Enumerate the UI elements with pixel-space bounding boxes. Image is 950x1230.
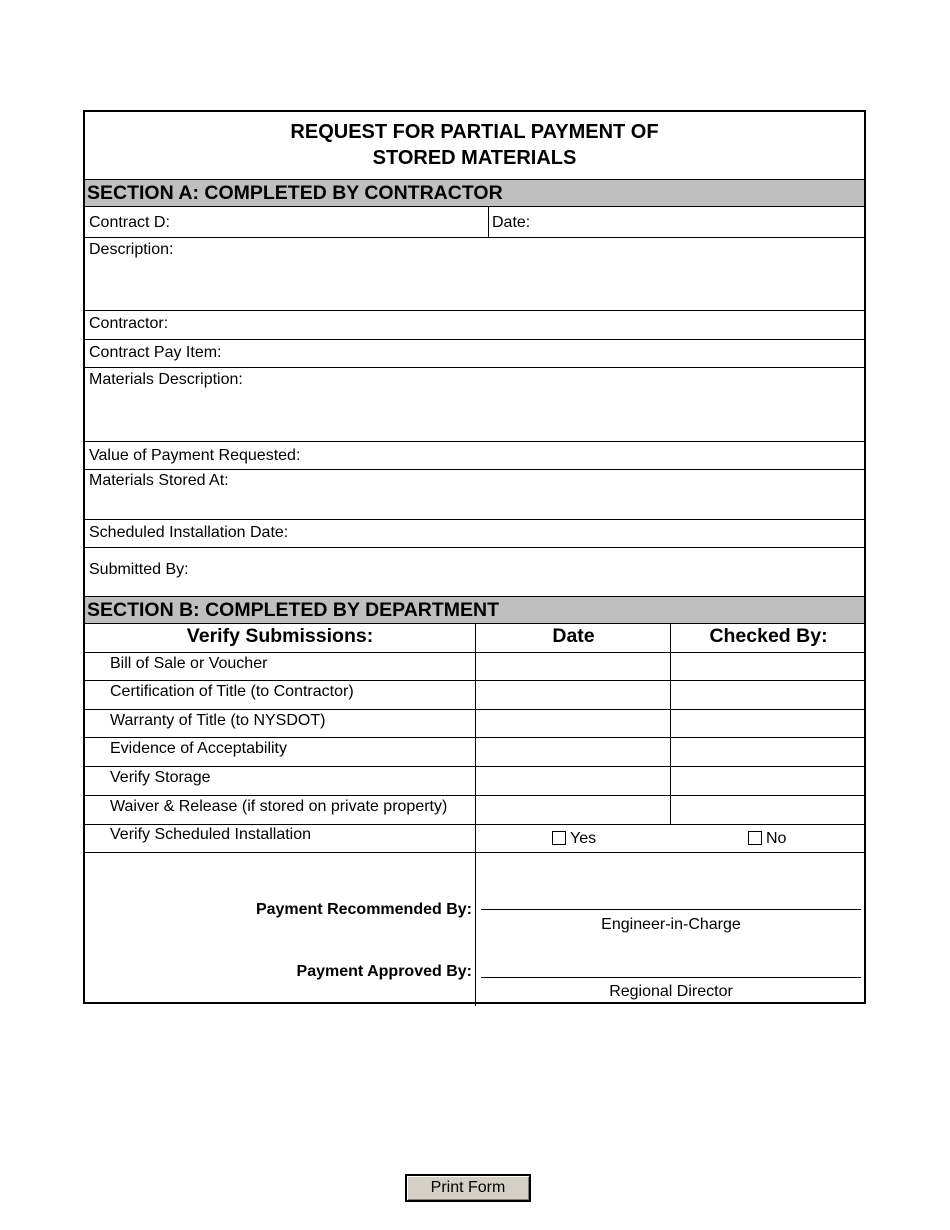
checked-by-column-header: Checked By: (709, 625, 828, 647)
row-divider (85, 441, 864, 442)
value-of-payment-field[interactable] (320, 443, 863, 468)
table-row-label: Evidence of Acceptability (110, 740, 287, 757)
recommended-signature-field[interactable] (481, 872, 861, 908)
evidence-of-acceptability-checked-by-field[interactable] (672, 739, 864, 764)
no-checkbox[interactable] (748, 831, 762, 845)
date-label: Date: (492, 214, 531, 231)
description-label: Description: (89, 241, 174, 258)
materials-description-label: Materials Description: (89, 371, 243, 388)
table-row-label: Verify Scheduled Installation (110, 826, 312, 843)
divider (488, 207, 489, 237)
value-of-payment-label: Value of Payment Requested: (89, 447, 301, 464)
stored-materials-form (83, 110, 866, 1004)
bill-of-sale-date-field[interactable] (477, 654, 668, 679)
row-divider (85, 367, 864, 368)
row-divider (85, 824, 864, 825)
row-divider (85, 339, 864, 340)
description-field[interactable] (89, 260, 863, 308)
payment-recommended-label: Payment Recommended By: (255, 901, 472, 918)
warranty-of-title-date-field[interactable] (477, 711, 668, 736)
table-row-label: Verify Storage (110, 769, 211, 786)
contract-pay-item-label: Contract Pay Item: (89, 344, 222, 361)
table-divider (670, 623, 671, 824)
section-b-heading: SECTION B: COMPLETED BY DEPARTMENT (85, 596, 864, 624)
row-divider (85, 709, 864, 710)
row-divider (85, 766, 864, 767)
contractor-label: Contractor: (89, 315, 169, 332)
recommended-signature-line (481, 909, 861, 910)
row-divider (85, 469, 864, 470)
contractor-field[interactable] (180, 312, 863, 338)
submitted-by-field[interactable] (200, 552, 863, 590)
contract-d-label: Contract D: (89, 214, 170, 231)
row-divider (85, 737, 864, 738)
row-divider (85, 652, 864, 653)
submitted-by-label: Submitted By: (89, 561, 189, 578)
materials-description-field[interactable] (89, 390, 863, 438)
date-column-header: Date (552, 625, 595, 647)
yes-option[interactable] (552, 830, 596, 848)
row-divider (85, 310, 864, 311)
table-row-label: Certification of Title (to Contractor) (110, 683, 354, 700)
materials-stored-at-label: Materials Stored At: (89, 472, 229, 489)
bill-of-sale-checked-by-field[interactable] (672, 654, 864, 679)
verify-storage-checked-by-field[interactable] (672, 768, 864, 793)
contract-pay-item-field[interactable] (235, 341, 863, 366)
form-title-line1: REQUEST FOR PARTIAL PAYMENT OF (290, 121, 659, 143)
certification-of-title-checked-by-field[interactable] (672, 682, 864, 707)
engineer-in-charge-label: Engineer-in-Charge (601, 916, 741, 933)
scheduled-installation-date-label: Scheduled Installation Date: (89, 524, 289, 541)
materials-stored-at-field[interactable] (89, 491, 863, 517)
certification-of-title-date-field[interactable] (477, 682, 668, 707)
row-divider (85, 237, 864, 238)
row-divider (85, 547, 864, 548)
section-a-heading: SECTION A: COMPLETED BY CONTRACTOR (85, 179, 864, 207)
date-field[interactable] (537, 208, 863, 236)
yes-label: Yes (570, 830, 597, 847)
approved-signature-line (481, 977, 861, 978)
no-label: No (766, 830, 787, 847)
yes-checkbox[interactable] (552, 831, 566, 845)
waiver-release-checked-by-field[interactable] (672, 797, 864, 822)
approved-signature-field[interactable] (481, 948, 861, 976)
row-divider (85, 795, 864, 796)
warranty-of-title-checked-by-field[interactable] (672, 711, 864, 736)
form-title (85, 112, 864, 180)
table-row-label: Waiver & Release (if stored on private property) (110, 798, 448, 815)
row-divider (85, 680, 864, 681)
row-divider (85, 519, 864, 520)
row-divider (85, 852, 864, 853)
no-option[interactable] (748, 830, 786, 848)
evidence-of-acceptability-date-field[interactable] (477, 739, 668, 764)
regional-director-label: Regional Director (609, 983, 733, 1000)
payment-approved-label: Payment Approved By: (296, 963, 472, 980)
table-row-label: Warranty of Title (to NYSDOT) (110, 712, 326, 729)
form-title-line2: STORED MATERIALS (372, 147, 577, 169)
verify-storage-date-field[interactable] (477, 768, 668, 793)
table-row-label: Bill of Sale or Voucher (110, 655, 268, 672)
scheduled-installation-date-field[interactable] (307, 521, 863, 546)
verify-submissions-header: Verify Submissions: (186, 625, 374, 647)
waiver-release-date-field[interactable] (477, 797, 668, 822)
print-form-button[interactable]: Print Form (405, 1174, 531, 1202)
contract-d-field[interactable] (89, 208, 485, 236)
